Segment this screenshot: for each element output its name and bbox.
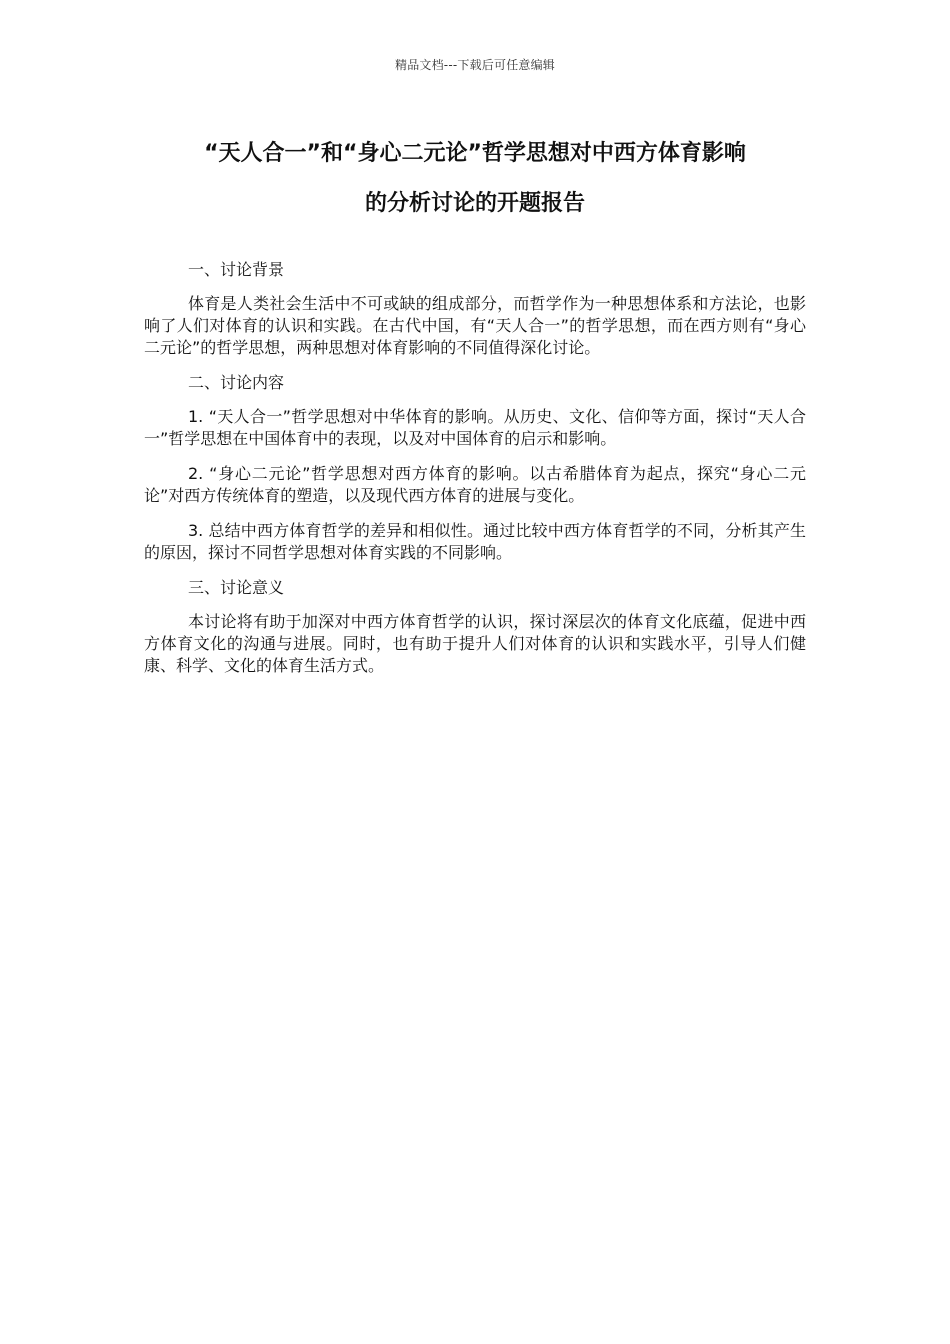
document-title-line-2: 的分析讨论的开题报告	[364, 191, 585, 216]
content-item-3: 3. 总结中西方体育哲学的差异和相似性。通过比较中西方体育哲学的不同，分析其产生的原因，探讨不同哲学思想对体育实践的不同影响。	[144, 521, 806, 562]
document-title-line-1: “天人合一”和“身心二元论”哲学思想对中西方体育影响	[204, 141, 746, 166]
section-heading-content: 二、讨论内容	[188, 373, 285, 392]
background-paragraph: 体育是人类社会生活中不可或缺的组成部分，而哲学作为一种思想体系和方法论，也影响了人们对体育的认识和实践。在古代中国，有“天人合一”的哲学思想，而在西方则有“身心二元论”的哲学思想，两种思想对体育影响的不同值得深化讨论。	[144, 294, 806, 357]
document-body	[144, 259, 806, 690]
section-heading-significance: 三、讨论意义	[188, 578, 285, 597]
section-heading-background: 一、讨论背景	[188, 260, 285, 279]
significance-paragraph: 本讨论将有助于加深对中西方体育哲学的认识，探讨深层次的体育文化底蕴，促进中西方体育文化的沟通与进展。同时，也有助于提升人们对体育的认识和实践水平，引导人们健康、科学、文化的体育生活方式。	[144, 612, 806, 675]
content-item-1: 1. “天人合一”哲学思想对中华体育的影响。从历史、文化、信仰等方面，探讨“天人合一”哲学思想在中国体育中的表现，以及对中国体育的启示和影响。	[144, 407, 806, 448]
content-item-2: 2. “身心二元论”哲学思想对西方体育的影响。以古希腊体育为起点，探究“身心二元论”对西方传统体育的塑造，以及现代西方体育的进展与变化。	[144, 464, 806, 505]
page-header: 精品文档---下载后可任意编辑	[395, 58, 555, 72]
